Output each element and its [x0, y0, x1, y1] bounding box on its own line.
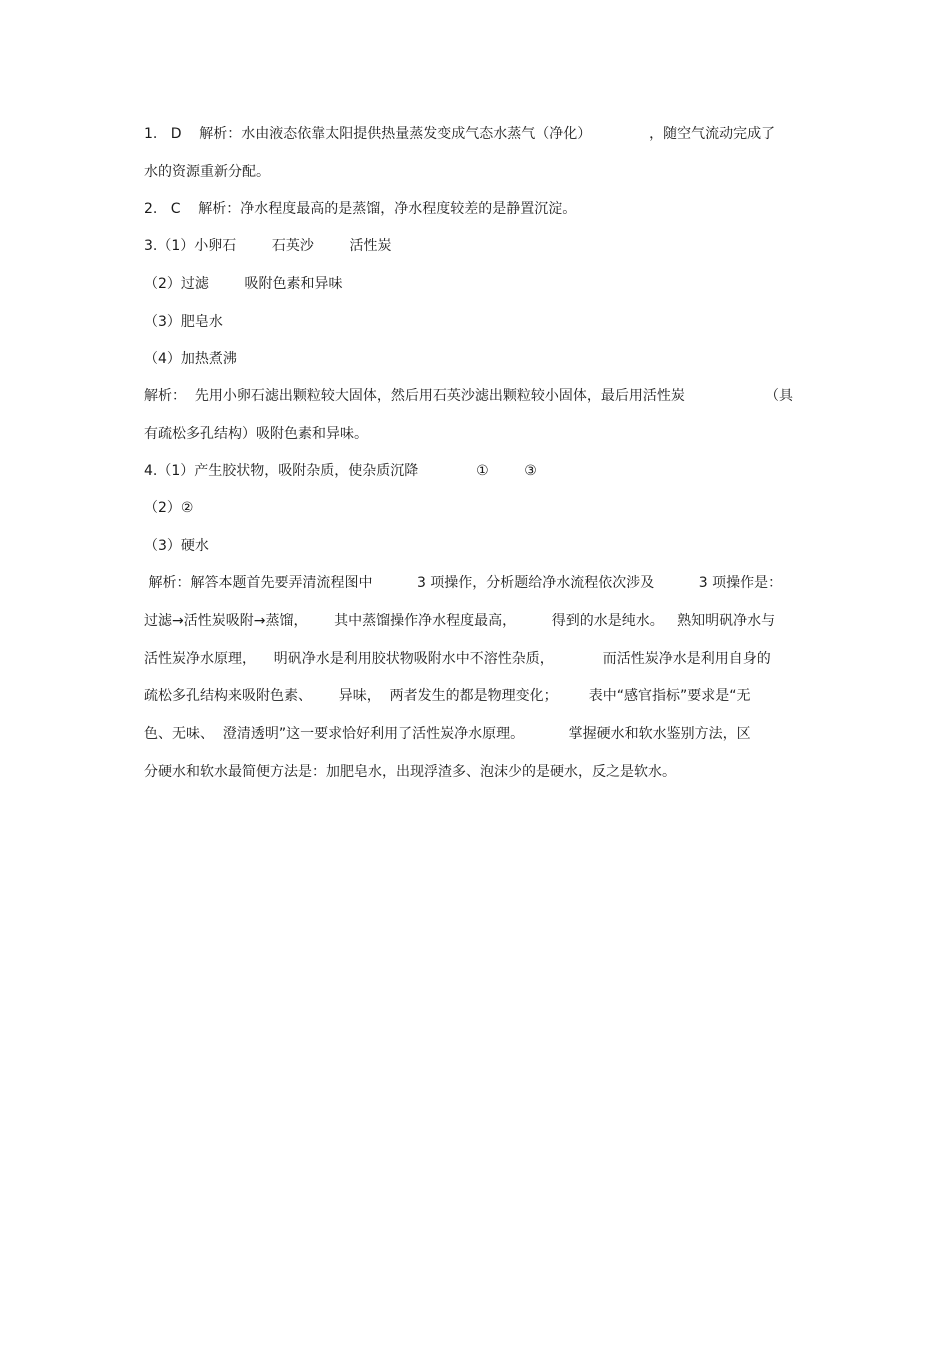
q1-answer-line1: 1. D 解析：水由液态依靠太阳提供热量蒸发变成气态水蒸气（净化） ，随空气流动完成了	[144, 126, 776, 142]
q4-analysis-line5: 色、无味、 澄清透明”这一要求恰好利用了活性炭净水原理。 掌握硬水和软水鉴别方法，区	[144, 726, 751, 742]
q3-part3: （3）肥皂水	[144, 314, 223, 330]
q2-answer-line1: 2. C 解析：净水程度最高的是蒸馏，净水程度较差的是静置沉淀。	[144, 201, 577, 217]
q3-analysis-line1: 解析： 先用小卵石滤出颗粒较大固体，然后用石英沙滤出颗粒较小固体，最后用活性炭 （具	[144, 388, 794, 404]
q4-analysis-line2: 过滤→活性炭吸附→蒸馏， 其中蒸馏操作净水程度最高， 得到的水是纯水。 熟知明矾净水与	[144, 613, 776, 629]
q3-part4: （4）加热煮沸	[144, 351, 237, 367]
q3-part1: 3.（1）小卵石 石英沙 活性炭	[144, 238, 392, 254]
q4-analysis-line3: 活性炭净水原理， 明矾净水是利用胶状物吸附水中不溶性杂质， 而活性炭净水是利用自身的	[144, 651, 771, 667]
q4-analysis-line4: 疏松多孔结构来吸附色素、 异味， 两者发生的都是物理变化； 表中“感官指标”要求是“无	[144, 688, 751, 704]
q4-part1: 4.（1）产生胶状物，吸附杂质，使杂质沉降 ① ③	[144, 463, 537, 479]
q3-part2: （2）过滤 吸附色素和异味	[144, 276, 343, 292]
q4-part2: （2）②	[144, 500, 194, 516]
q3-analysis-line2: 有疏松多孔结构）吸附色素和异味。	[144, 426, 368, 442]
q4-analysis-line6: 分硬水和软水最简便方法是：加肥皂水，出现浮渣多、泡沫少的是硬水，反之是软水。	[144, 764, 676, 780]
q4-part3: （3）硬水	[144, 538, 209, 554]
q4-analysis-line1: 解析：解答本题首先要弄清流程图中 3 项操作，分析题给净水流程依次涉及 3 项操作是：	[144, 575, 783, 591]
q1-answer-line2: 水的资源重新分配。	[144, 164, 270, 180]
